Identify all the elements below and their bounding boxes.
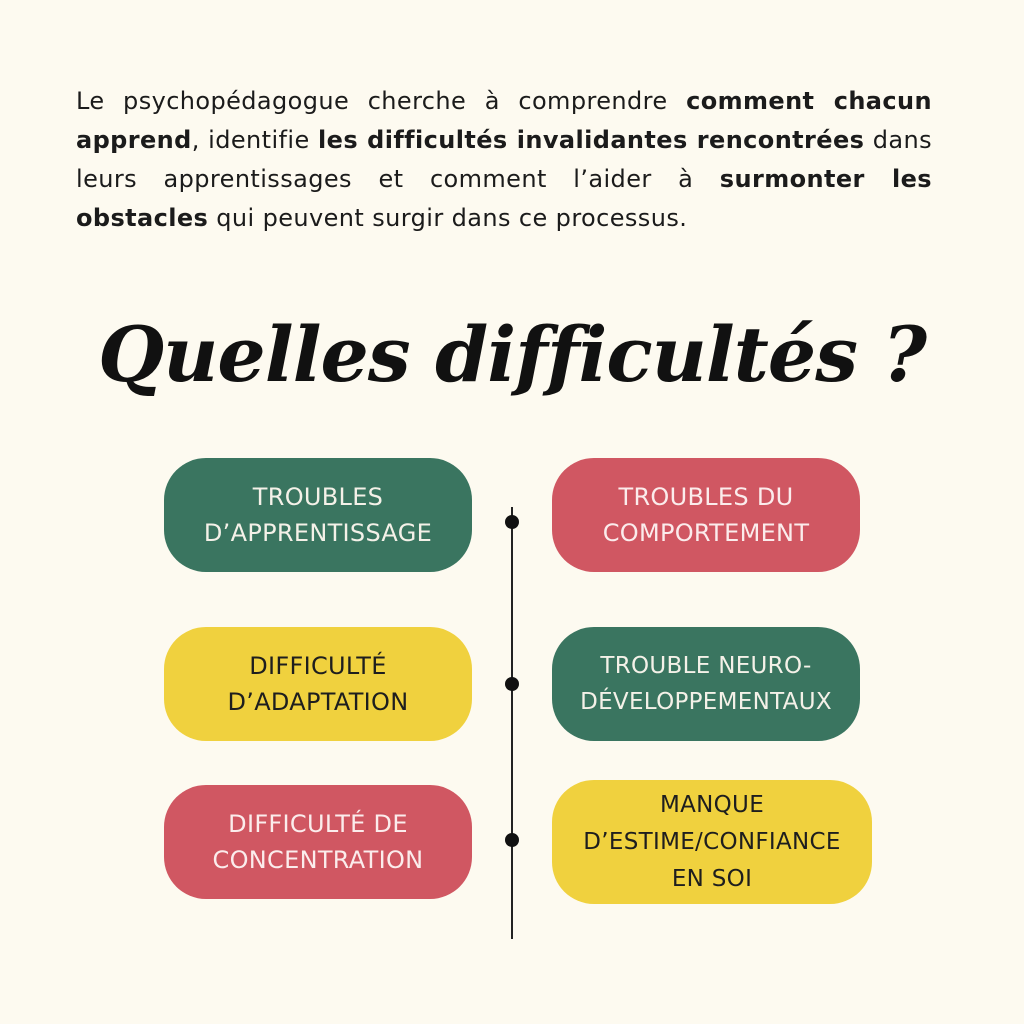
intro-bold-2: les difficultés invalidantes rencontrées [318,126,865,154]
pill-difficulte-concentration [164,785,472,899]
pill-label: DIFFICULTÉ DE CONCENTRATION [212,810,424,874]
pill-trouble-neurodeveloppementaux [552,627,860,741]
intro-text-3: dans leurs apprentissages et comment l’aider à [76,126,932,193]
intro-text-1: Le psychopédagogue cherche à comprendre [76,87,687,115]
page-title: Quelles difficultés ? [97,310,927,399]
intro-text-4: qui peuvent surgir dans ce processus. [208,204,688,232]
pill-label: DIFFICULTÉ D’ADAPTATION [227,652,409,716]
intro-paragraph [76,82,932,238]
intro-text-2: , identifie [191,126,319,154]
pill-troubles-apprentissage [164,458,472,572]
timeline-line [511,507,513,939]
intro-bold-3: surmonter les obstacles [76,165,932,232]
pill-label: TROUBLES DU COMPORTEMENT [602,483,810,547]
pill-label: TROUBLES D’APPRENTISSAGE [203,483,433,547]
pill-difficulte-adaptation [164,627,472,741]
pill-troubles-comportement [552,458,860,572]
timeline-dot-1 [505,515,519,529]
intro-bold-1: comment chacun apprend [76,87,933,154]
pill-manque-estime-confiance [552,780,872,904]
pill-label: TROUBLE NEURO- DÉVELOPPEMENTAUX [580,653,832,715]
timeline-dot-2 [505,677,519,691]
pill-label: MANQUE D’ESTIME/CONFIANCE EN SOI [583,791,841,892]
timeline-dot-3 [505,833,519,847]
